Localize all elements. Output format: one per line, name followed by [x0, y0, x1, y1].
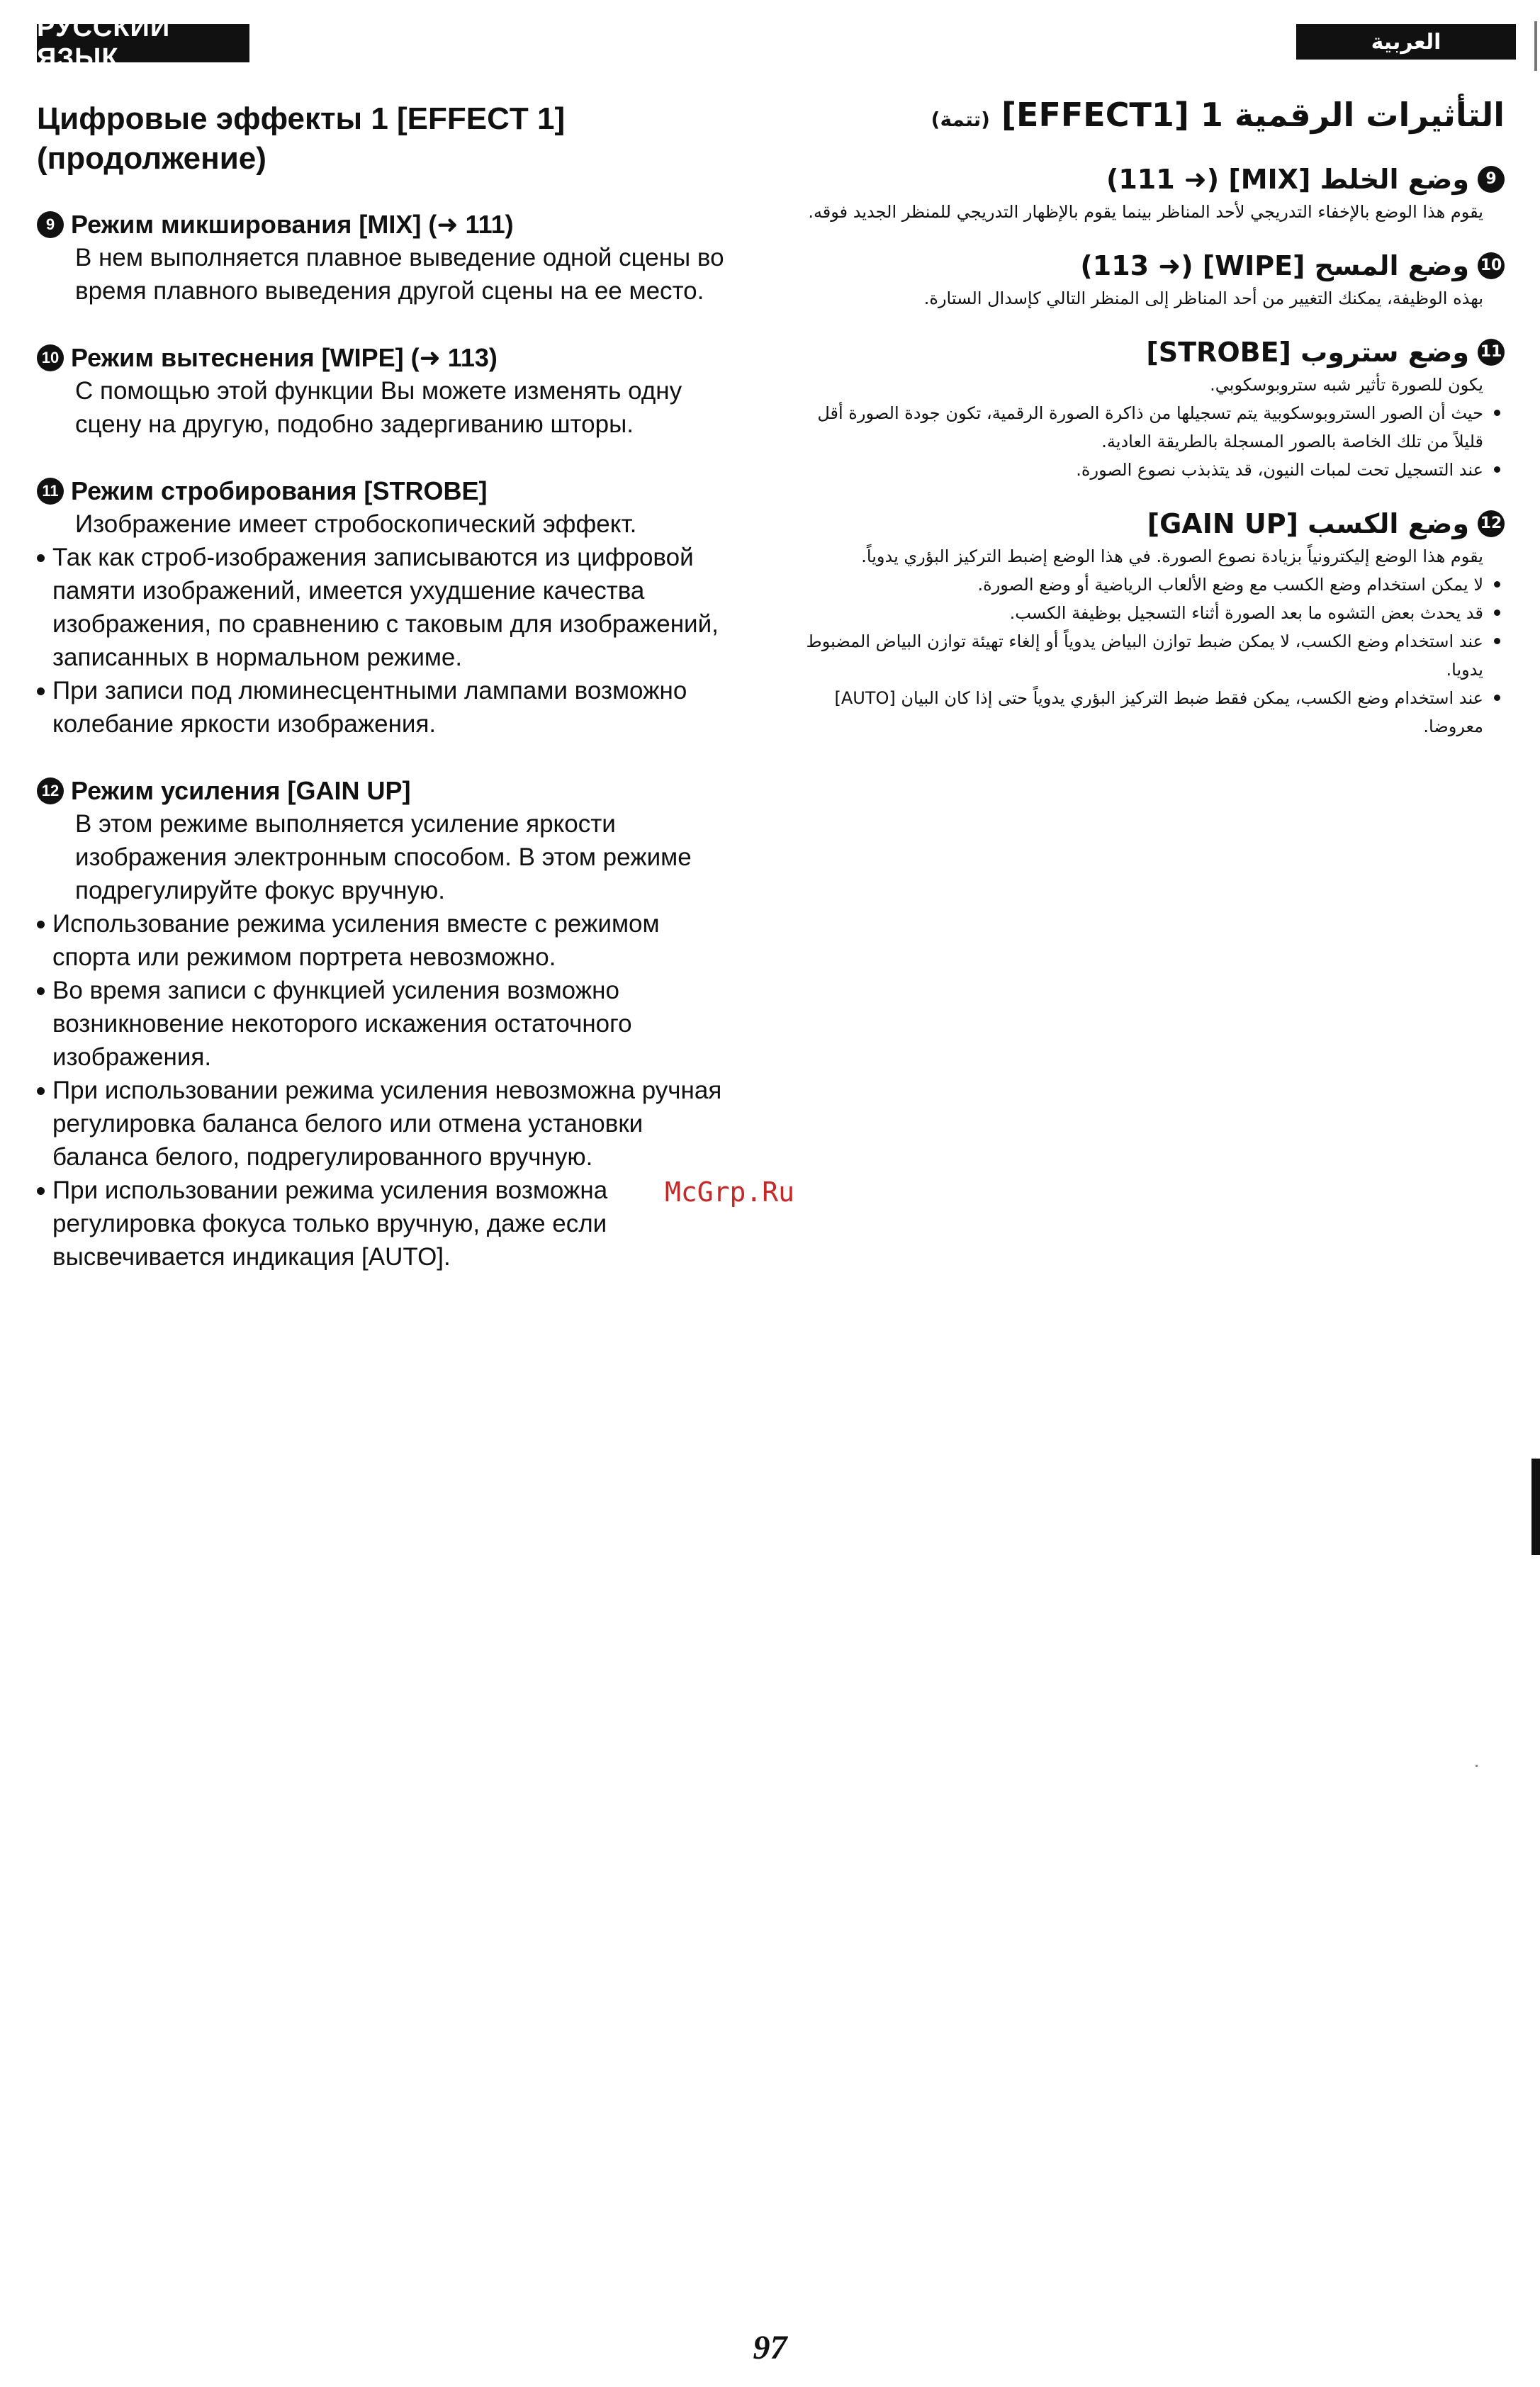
ru-paragraph: Изображение имеет стробоскопический эффект. [75, 510, 637, 538]
number-11-icon: 11 [37, 478, 64, 505]
ru-heading-text: Режим микширования [MIX] (➜ 111) [71, 210, 514, 239]
russian-column [37, 99, 724, 1308]
ru-heading-mix [37, 208, 724, 241]
ru-heading-gain-up [37, 775, 724, 807]
scan-dot [1476, 1765, 1478, 1767]
ar-heading-gain-up [796, 505, 1505, 542]
ru-heading-text: Режим вытеснения [WIPE] (➜ 113) [71, 343, 498, 372]
ru-paragraph: С помощью этой функции Вы можете изменять одну сцену на другую, подобно задергиванию шторы. [75, 377, 682, 438]
ru-heading-wipe [37, 342, 724, 374]
ru-bullet-item: Использование режима усиления вместе с режимом спорта или режимом портрета невозможно. [37, 907, 724, 974]
ar-heading-mix [796, 161, 1505, 198]
ru-section-gain-up [37, 775, 724, 1274]
ar-heading-text: وضع الخلط [MIX] (➜ 111) [1106, 164, 1469, 195]
number-9-icon: 9 [1478, 166, 1505, 193]
ar-bullet-item: حيث أن الصور الستروبوسكوبية يتم تسجيلها من ذاكرة الصورة الرقمية، تكون جودة الصورة أقل قليلاً من تلك الخاصة بالصور المسجلة بالطريقة العادية. [796, 399, 1505, 456]
ru-bullet-item: Во время записи с функцией усиления возможно возникновение некоторого искажения остаточного изображения. [37, 974, 724, 1074]
language-tab-arabic: العربية [1296, 24, 1516, 60]
language-tab-russian: РУССКИЙ ЯЗЫК [37, 24, 249, 62]
number-10-icon: 10 [1478, 252, 1505, 279]
number-10-icon: 10 [37, 344, 64, 371]
page-number: 97 [753, 2329, 787, 2366]
ru-heading-text: Режим усиления [GAIN UP] [71, 776, 411, 805]
ar-section-wipe [796, 247, 1505, 313]
number-12-icon: 12 [37, 777, 64, 804]
ar-heading-text: وضع المسح [WIPE] (➜ 113) [1080, 250, 1469, 281]
number-11-icon: 11 [1478, 339, 1505, 366]
ar-bullet-item: عند التسجيل تحت لمبات النيون، قد يتذبذب نصوع الصورة. [796, 456, 1505, 484]
ar-paragraph: يقوم هذا الوضع بالإخفاء التدريجي لأحد المناظر بينما يقوم بالإظهار التدريجي للمنظر الجديد فوقه. [808, 202, 1483, 222]
ar-paragraph: يقوم هذا الوضع إليكترونياً بزيادة نصوع الصورة. في هذا الوضع إضبط التركيز البؤري يدوياً. [861, 546, 1483, 566]
arabic-title [796, 94, 1505, 141]
ru-section-strobe [37, 475, 724, 741]
ar-heading-wipe [796, 247, 1505, 284]
number-9-icon: 9 [37, 211, 64, 238]
ar-bullet-item: عند استخدام وضع الكسب، يمكن فقط ضبط التركيز البؤري يدوياً حتى إذا كان البيان [AUTO] معروضا. [796, 684, 1505, 741]
ru-bullet-item: При использовании режима усиления невозможна ручная регулировка баланса белого или отмена установки баланса белого, подрегулированного вручную. [37, 1074, 724, 1174]
ru-paragraph: В нем выполняется плавное выведение одной сцены во время плавного выведения другой сцены на ее место. [75, 244, 724, 305]
ar-bullet-item: قد يحدث بعض التشوه ما بعد الصورة أثناء التسجيل بوظيفة الكسب. [796, 599, 1505, 627]
ar-section-mix [796, 161, 1505, 226]
ru-bullet-item: При записи под люминесцентными лампами возможно колебание яркости изображения. [37, 674, 724, 741]
ru-section-mix [37, 208, 724, 308]
russian-title: Цифровые эффекты 1 [EFFECT 1] (продолжение) [37, 101, 566, 176]
ar-section-gain-up [796, 505, 1505, 741]
ru-bullet-item: Так как строб-изображения записываются из цифровой памяти изображений, имеется ухудшение качества изображения, по сравнению с таковым для изображений, записанных в нормальном режиме. [37, 541, 724, 674]
ru-paragraph: В этом режиме выполняется усиление яркости изображения электронным способом. В этом режиме подрегулируйте фокус вручную. [75, 810, 692, 904]
ru-heading-text: Режим стробирования [STROBE] [71, 476, 488, 505]
ar-section-strobe [796, 334, 1505, 484]
ar-bullet-item: لا يمكن استخدام وضع الكسب مع وضع الألعاب الرياضية أو وضع الصورة. [796, 571, 1505, 599]
arabic-column [796, 94, 1505, 762]
ar-bullet-item: عند استخدام وضع الكسب، لا يمكن ضبط توازن البياض يدوياً أو إلغاء تهيئة توازن البياض المضبوط يدويا. [796, 627, 1505, 684]
watermark-link[interactable]: McGrp.Ru [665, 1176, 795, 1208]
arabic-title-suffix: (تتمة) [931, 108, 990, 131]
ar-paragraph: بهذه الوظيفة، يمكنك التغيير من أحد المناظر إلى المنظر التالي كإسدال الستارة. [923, 288, 1483, 308]
arabic-title-text: التأثيرات الرقمية 1 [EFFECT1] [1001, 96, 1505, 134]
ar-heading-text: وضع الكسب [GAIN UP] [1147, 508, 1469, 539]
ar-heading-strobe [796, 334, 1505, 371]
side-index-tab [1531, 1459, 1540, 1555]
ru-section-wipe [37, 342, 724, 441]
ar-paragraph: يكون للصورة تأثير شبه ستروبوسكوبي. [1210, 375, 1483, 395]
ru-heading-strobe [37, 475, 724, 507]
ar-heading-text: وضع ستروب [STROBE] [1146, 337, 1469, 368]
number-12-icon: 12 [1478, 510, 1505, 537]
ru-bullet-item: При использовании режима усиления возможна регулировка фокуса только вручную, даже если высвечивается индикация [AUTO]. [37, 1174, 724, 1274]
corner-mark [1534, 21, 1537, 71]
